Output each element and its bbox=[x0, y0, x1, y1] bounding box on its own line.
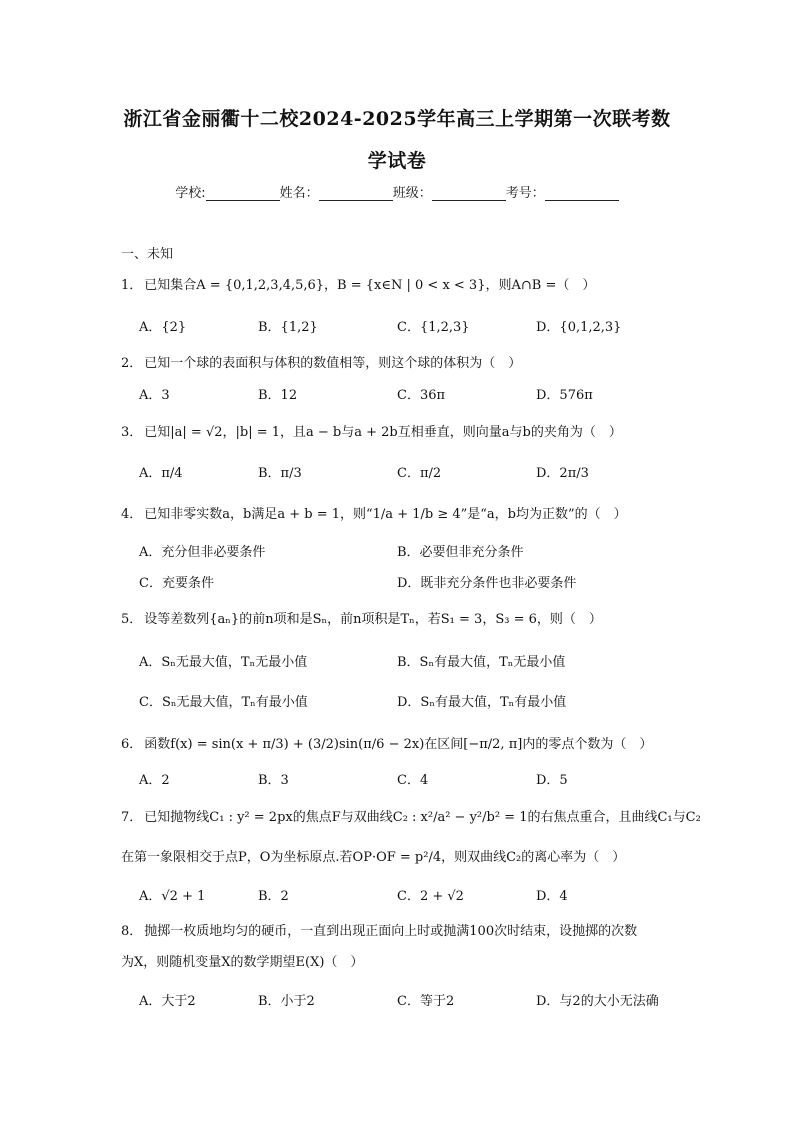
question-number: 3． bbox=[121, 425, 143, 440]
q2-option-a: A．3 bbox=[139, 388, 170, 403]
question-6 bbox=[121, 733, 652, 752]
q2-option-d: D．576π bbox=[536, 388, 593, 403]
question-8 bbox=[121, 920, 637, 939]
q8-option-c: C．等于2 bbox=[397, 994, 455, 1009]
q2-option-b: B．12 bbox=[258, 388, 298, 403]
q6-option-c: C．4 bbox=[397, 773, 429, 788]
q8-option-b: B．小于2 bbox=[258, 994, 315, 1009]
question-text: 已知非零实数a，b满足a + b = 1，则“1/a + 1/b ≥ 4”是“a，b均为正数”的（ ） bbox=[144, 507, 627, 522]
student-info-row bbox=[0, 182, 794, 201]
q5-option-b: B．Sₙ有最大值，Tₙ无最小值 bbox=[397, 655, 566, 670]
question-number: 5． bbox=[121, 612, 143, 627]
q7-option-d: D．4 bbox=[536, 889, 568, 904]
school-label: 学校: bbox=[175, 186, 206, 201]
q1-option-a: A．{2} bbox=[139, 320, 187, 335]
question-number: 2． bbox=[121, 356, 143, 371]
school-blank[interactable] bbox=[206, 186, 280, 201]
name-label: 姓名： bbox=[279, 186, 319, 201]
q1-option-c: C．{1,2,3} bbox=[397, 320, 470, 335]
question-3 bbox=[121, 421, 622, 440]
q5-option-c: C．Sₙ无最大值，Tₙ有最小值 bbox=[139, 695, 308, 710]
q7-option-b: B．2 bbox=[258, 889, 289, 904]
section-heading: 一、未知 bbox=[121, 247, 174, 262]
q8-option-d: D．与2的大小无法确 bbox=[536, 994, 659, 1009]
question-number: 8． bbox=[121, 924, 143, 939]
class-blank[interactable] bbox=[432, 186, 506, 201]
exam-no-label: 考号： bbox=[505, 186, 545, 201]
q4-option-b: B．必要但非充分条件 bbox=[397, 545, 524, 560]
q8-option-a: A．大于2 bbox=[139, 994, 196, 1009]
name-blank[interactable] bbox=[319, 186, 393, 201]
question-number: 4． bbox=[121, 507, 143, 522]
q3-option-b: B．π/3 bbox=[258, 466, 302, 481]
question-2 bbox=[121, 352, 521, 371]
question-text: 函数f(x) = sin(x + π/3) + (3/2)sin(π/6 − 2x)在区间[−π/2, π]内的零点个数为（ ） bbox=[144, 737, 653, 752]
q5-option-d: D．Sₙ有最大值，Tₙ有最小值 bbox=[397, 695, 567, 710]
q7-option-a: A．√2 + 1 bbox=[139, 889, 206, 904]
question-8-continued: 为X，则随机变量X的数学期望E(X)（ ） bbox=[121, 955, 364, 970]
q6-option-b: B．3 bbox=[258, 773, 289, 788]
q4-option-d: D．既非充分条件也非必要条件 bbox=[397, 576, 577, 591]
q4-option-c: C．充要条件 bbox=[139, 576, 214, 591]
question-text: 已知一个球的表面积与体积的数值相等，则这个球的体积为（ ） bbox=[144, 356, 522, 371]
question-7 bbox=[121, 806, 701, 825]
q6-option-a: A．2 bbox=[139, 773, 170, 788]
question-number: 7． bbox=[121, 810, 143, 825]
class-label: 班级： bbox=[392, 186, 432, 201]
q3-option-a: A．π/4 bbox=[139, 466, 183, 481]
question-text: 已知|a| = √2，|b| = 1，且a − b与a + 2b互相垂直，则向量a与b的夹角为（ ） bbox=[144, 425, 622, 440]
q1-option-b: B．{1,2} bbox=[258, 320, 318, 335]
q1-option-d: D．{0,1,2,3} bbox=[536, 320, 622, 335]
q7-option-c: C．2 + √2 bbox=[397, 889, 464, 904]
q3-option-d: D．2π/3 bbox=[536, 466, 589, 481]
exam-title-line1: 浙江省金丽衢十二校2024-2025学年高三上学期第一次联考数 bbox=[123, 108, 671, 130]
q3-option-c: C．π/2 bbox=[397, 466, 442, 481]
q4-option-a: A．充分但非必要条件 bbox=[139, 545, 266, 560]
question-1 bbox=[121, 274, 595, 293]
exam-title-line2: 学试卷 bbox=[367, 150, 427, 172]
question-number: 1． bbox=[121, 278, 143, 293]
q2-option-c: C．36π bbox=[397, 388, 446, 403]
question-text: 设等差数列{aₙ}的前n项和是Sₙ，前n项积是Tₙ，若S₁ = 3，S₃ = 6，则（ ） bbox=[144, 612, 602, 627]
question-5 bbox=[121, 608, 602, 627]
question-text-line1: 抛掷一枚质地均匀的硬币，一直到出现正面向上时或抛满100次时结束，设抛掷的次数 bbox=[144, 924, 638, 939]
q5-option-a: A．Sₙ无最大值，Tₙ无最小值 bbox=[139, 655, 308, 670]
question-7-continued: 在第一象限相交于点P，O为坐标原点.若OP·OF = p²/4，则双曲线C₂的离心率为（ ） bbox=[121, 850, 626, 865]
exam-no-blank[interactable] bbox=[545, 186, 619, 201]
q6-option-d: D．5 bbox=[536, 773, 568, 788]
question-4 bbox=[121, 503, 627, 522]
question-number: 6． bbox=[121, 737, 143, 752]
question-text: 已知集合A = {0,1,2,3,4,5,6}，B = {x∈N | 0 < x < 3}，则A∩B =（ ） bbox=[144, 278, 596, 293]
question-text-line1: 已知抛物线C₁ : y² = 2px的焦点F与双曲线C₂ : x²/a² − y²/b² = 1的右焦点重合，且曲线C₁与C₂ bbox=[144, 810, 701, 825]
